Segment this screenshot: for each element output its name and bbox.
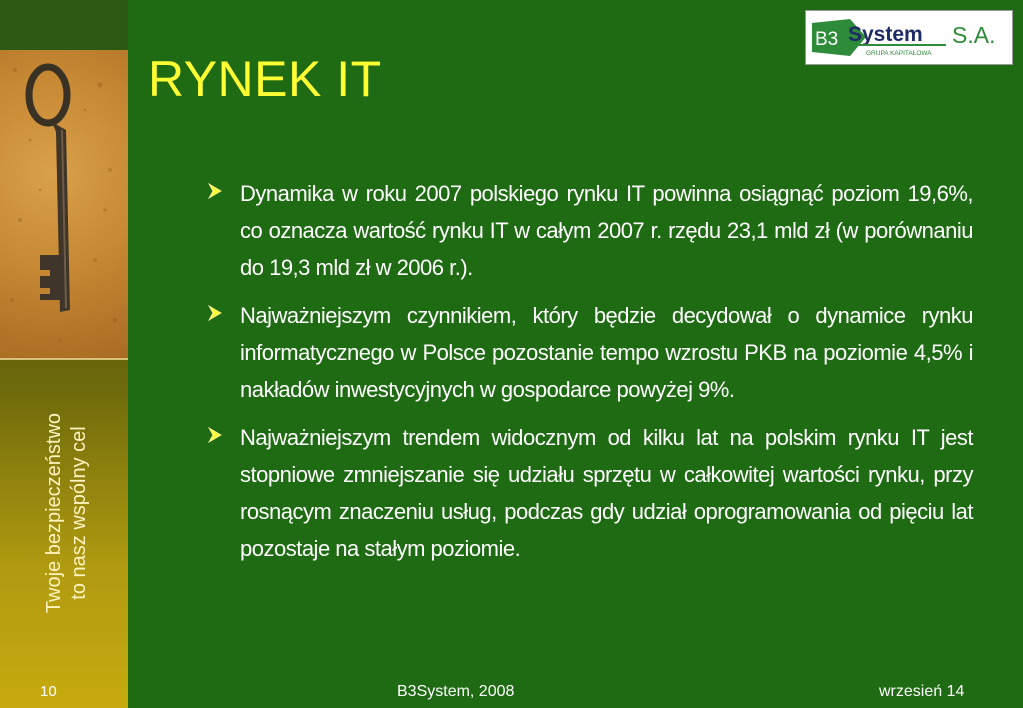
slogan-line-1: Twoje bezpieczeństwo xyxy=(43,412,65,614)
arrow-bullet-icon xyxy=(206,182,224,200)
slide-number: 10 xyxy=(40,683,57,700)
bullet-item xyxy=(206,297,973,408)
bullet-text: Dynamika w roku 2007 polskiego rynku IT powinna osiągnąć poziom 19,6%, co oznacza wartość rynku IT w całym 2007 r. rzędu 23,1 mld zł (w porównaniu do 19,3 mld zł w 2006 r.). xyxy=(240,181,973,280)
key-icon xyxy=(0,50,128,358)
bullet-text: Najważniejszym czynnikiem, który będzie decydował o dynamice rynku informatycznego w Polsce pozostanie tempo wzrostu PKB na poziomie 4,5% i nakładów inwestycyjnych w gospodarce powyżej 9%. xyxy=(240,303,973,402)
sidebar-divider xyxy=(0,358,128,360)
company-logo xyxy=(805,10,1013,65)
svg-text:System: System xyxy=(848,23,923,46)
footer-company-year: B3System, 2008 xyxy=(397,683,515,700)
sidebar xyxy=(0,0,128,708)
bullet-text: Najważniejszym trendem widocznym od kilku lat na polskim rynku IT jest stopniowe zmniejszanie się udziału sprzętu w całkowitej wartości rynku, przy rosnącym znaczeniu usług, podczas gdy udział oprogramowania od pięciu lat pozostaje na stałym poziomie. xyxy=(240,425,973,561)
arrow-bullet-icon xyxy=(206,426,224,444)
footer-date: wrzesień 14 xyxy=(879,683,965,700)
key-image xyxy=(0,50,128,358)
bullet-list xyxy=(206,175,973,578)
sidebar-top-band xyxy=(0,0,128,50)
slogan-line-2: to nasz wspólny cel xyxy=(68,426,90,600)
slide-title: RYNEK IT xyxy=(148,51,382,107)
arrow-bullet-icon xyxy=(206,304,224,322)
bullet-item xyxy=(206,175,973,286)
svg-text:B3: B3 xyxy=(815,29,839,50)
svg-text:GRUPA KAPITAŁOWA: GRUPA KAPITAŁOWA xyxy=(866,50,932,57)
sidebar-slogan xyxy=(12,378,122,648)
svg-text:S.A.: S.A. xyxy=(952,22,996,48)
bullet-item xyxy=(206,419,973,567)
